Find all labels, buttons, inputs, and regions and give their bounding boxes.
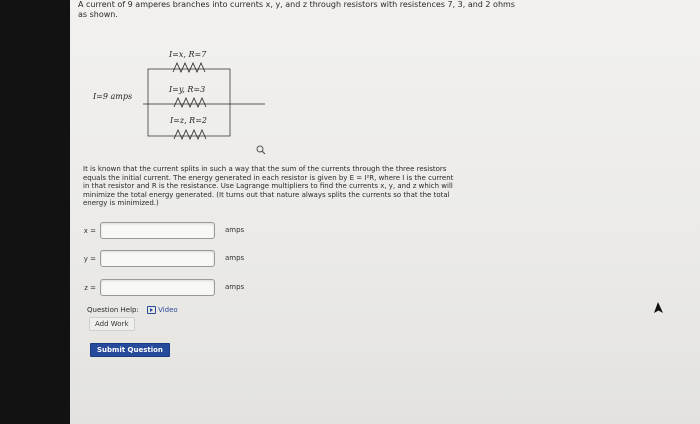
magnifier-icon[interactable] bbox=[256, 145, 266, 155]
branch-z-label: I=z, R=2 bbox=[170, 116, 207, 125]
z-unit: amps bbox=[225, 283, 245, 291]
branch-x-label: I=x, R=7 bbox=[169, 50, 207, 59]
resistor-3 bbox=[174, 98, 206, 107]
z-label: z = bbox=[84, 284, 96, 292]
add-work-button[interactable]: Add Work bbox=[89, 317, 135, 331]
branch-y-label: I=y, R=3 bbox=[169, 85, 206, 94]
x-label: x = bbox=[83, 227, 96, 235]
input-current-label: I=9 amps bbox=[93, 92, 133, 101]
question-line-2: as shown. bbox=[78, 10, 118, 19]
explanation-line: It is known that the current splits in such a way that the sum of the currents through the three resistors bbox=[83, 165, 447, 173]
z-answer-input[interactable] bbox=[100, 279, 215, 296]
question-text bbox=[78, 0, 518, 20]
circuit-diagram bbox=[70, 40, 300, 145]
video-link[interactable] bbox=[147, 306, 178, 314]
explanation-line: energy is minimized.) bbox=[83, 199, 159, 208]
explanation-line: in that resistor and R is the resistance. Use Lagrange multipliers to find the currents x, y, and z which will bbox=[83, 182, 453, 191]
resistor-7 bbox=[173, 63, 205, 72]
mouse-pointer-icon bbox=[652, 301, 664, 315]
question-page bbox=[70, 0, 700, 424]
y-answer-input[interactable] bbox=[100, 250, 215, 267]
question-help-label: Question Help: bbox=[87, 306, 139, 314]
question-help bbox=[87, 306, 178, 314]
x-answer-input[interactable] bbox=[100, 222, 215, 239]
screen-bezel bbox=[0, 0, 70, 424]
explanation-line: minimize the total energy generated. (It turns out that nature always splits the currents so that the total bbox=[83, 190, 450, 199]
y-label: y = bbox=[83, 255, 96, 263]
video-play-icon bbox=[147, 306, 156, 314]
submit-question-button[interactable]: Submit Question bbox=[90, 343, 170, 357]
x-unit: amps bbox=[225, 226, 245, 234]
y-unit: amps bbox=[225, 254, 245, 262]
question-line-1: A current of 9 amperes branches into currents x, y, and z through resistors with resistences 7, 3, and 2 ohms bbox=[78, 0, 515, 9]
resistor-2 bbox=[174, 130, 206, 139]
video-link-label: Video bbox=[158, 306, 178, 314]
problem-explanation bbox=[83, 165, 523, 208]
explanation-line: equals the initial current. The energy generated in each resistor is given by E = I²R, where I is the current bbox=[83, 173, 454, 182]
